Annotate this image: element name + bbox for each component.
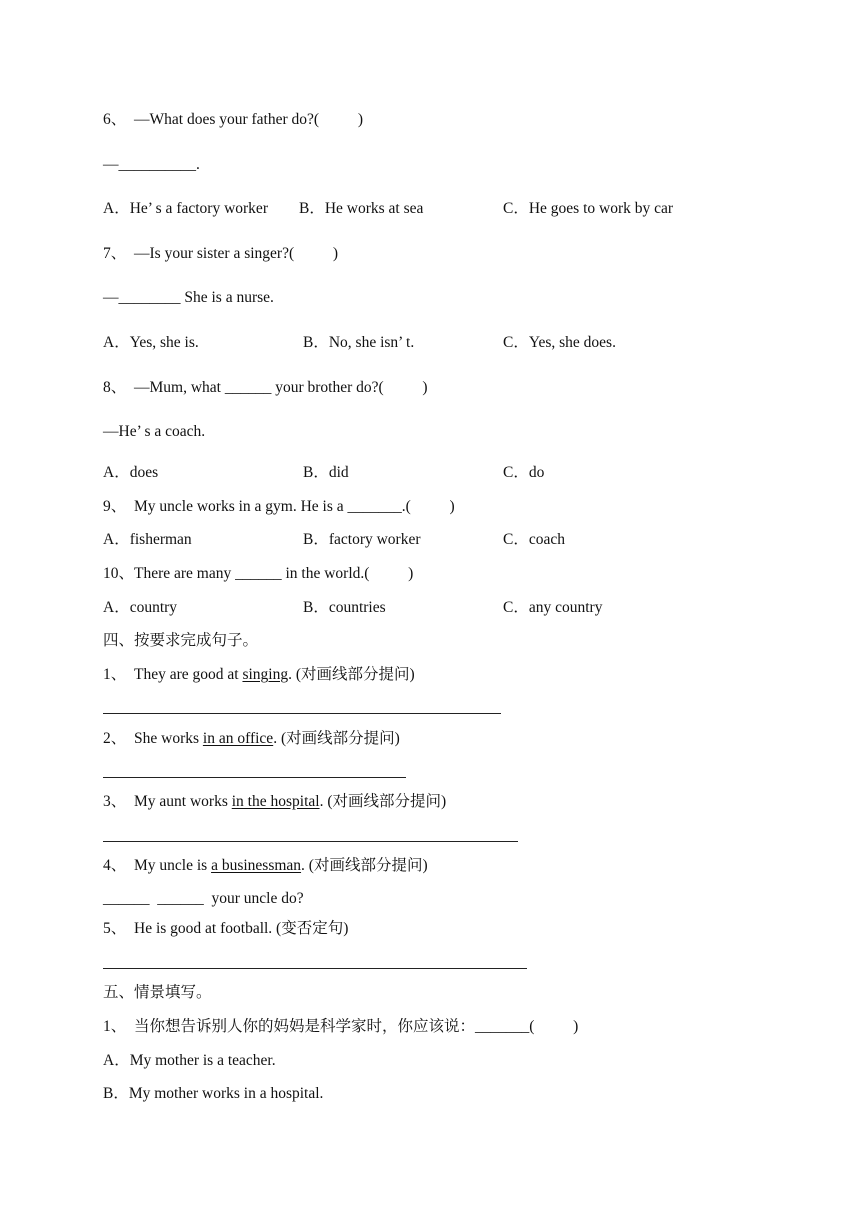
underlined-phrase: in an office (202, 730, 274, 747)
q6-answer-line: —__________. (103, 156, 200, 173)
section5-title: 五、情景填写。 (103, 984, 212, 1001)
q7-option-c: C．Yes, she does. (503, 334, 616, 351)
answer-line-1[interactable] (103, 713, 501, 714)
q8-option-c: C．do (503, 464, 545, 481)
q6-option-b: B．He works at sea (299, 200, 424, 217)
q9-option-b: B．factory worker (303, 531, 421, 548)
q8-option-b: B．did (303, 464, 349, 481)
q7-option-a: A．Yes, she is. (103, 334, 199, 351)
answer-line-5[interactable] (103, 968, 527, 969)
section4-item-2: 2、 She works in an office. (对画线部分提问) (103, 730, 400, 747)
section4-item-4-answer: ______ ______ your uncle do? (103, 890, 304, 907)
underlined-phrase: in the hospital (231, 793, 320, 810)
q10-option-a: A．country (103, 599, 178, 616)
q10-option-b: B．countries (303, 599, 386, 616)
q9-option-a: A．fisherman (103, 531, 192, 548)
q10-stem: 10、There are many ______ in the world.( ) (103, 565, 414, 582)
section4-item-3: 3、 My aunt works in the hospital. (对画线部分提问) (103, 793, 447, 810)
underlined-phrase: singing (242, 666, 289, 683)
section5-q1-stem: 1、 当你想告诉别人你的妈妈是科学家时，你应该说：_______( ) (103, 1018, 579, 1035)
section4-item-5: 5、 He is good at football. (变否定句) (103, 920, 349, 937)
answer-line-3[interactable] (103, 841, 518, 842)
section4-item-4: 4、 My uncle is a businessman. (对画线部分提问) (103, 857, 428, 874)
section4-item-1: 1、 They are good at singing. (对画线部分提问) (103, 666, 415, 683)
q7-stem: 7、 —Is your sister a singer?( ) (103, 245, 339, 262)
q6-stem: 6、 —What does your father do?( ) (103, 111, 363, 128)
q9-stem: 9、 My uncle works in a gym. He is a _______.( ) (103, 498, 455, 515)
q10-option-c: C．any country (503, 599, 603, 616)
q8-answer-line: —He’ s a coach. (103, 423, 206, 440)
section4-title: 四、按要求完成句子。 (103, 632, 259, 649)
q8-option-a: A．does (103, 464, 159, 481)
section5-q1-option-b: B．My mother works in a hospital. (103, 1085, 324, 1102)
q6-option-c: C．He goes to work by car (503, 200, 674, 217)
q6-option-a: A．He’ s a factory worker (103, 200, 268, 217)
answer-line-2[interactable] (103, 777, 406, 778)
q8-stem: 8、 —Mum, what ______ your brother do?( ) (103, 379, 428, 396)
section5-q1-option-a: A．My mother is a teacher. (103, 1052, 276, 1069)
q7-answer-line: —________ She is a nurse. (103, 289, 274, 306)
q9-option-c: C．coach (503, 531, 565, 548)
q7-option-b: B．No, she isn’ t. (303, 334, 415, 351)
underlined-phrase: a businessman (211, 857, 302, 874)
